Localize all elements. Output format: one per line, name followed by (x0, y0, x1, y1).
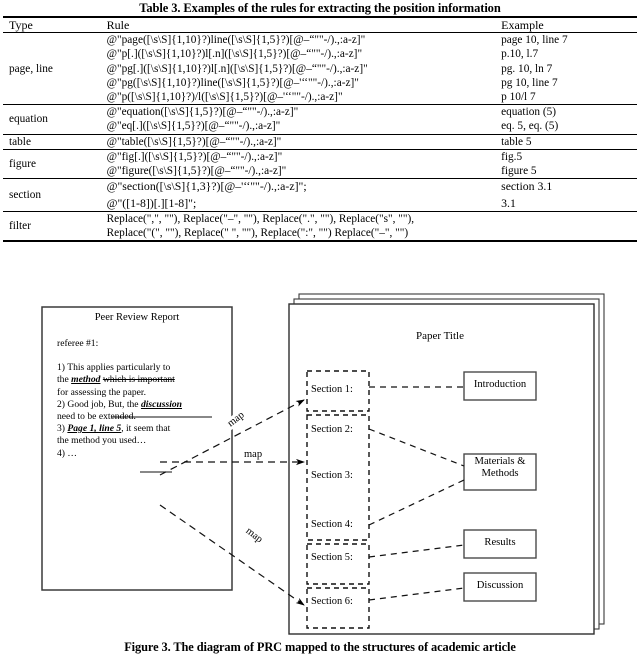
column-header-example: Example (501, 18, 544, 32)
table-row (3, 33, 637, 105)
section-label-2: Section 2: (311, 424, 353, 435)
rule-line: Replace(",", ""), Replace("–", ""), Replace(".", ""), Replace("s", ""), (106, 212, 415, 225)
example-line: p.10, l.7 (501, 48, 539, 61)
row-type-label: figure (9, 157, 36, 170)
row-examples (498, 33, 637, 105)
section-label-4: Section 4: (311, 519, 353, 530)
rule-line: @"pg[.]([\s\S]{1,10}?)l[.n]([\s\S]{1,5}?)[@–“""-/).,:a-z]" (106, 62, 368, 75)
map-label: map (225, 409, 247, 430)
row-type-label: table (9, 135, 31, 148)
table-row (3, 211, 637, 241)
map-label: map (243, 525, 265, 546)
diagram-figure (0, 290, 640, 665)
review-line: for assessing the paper. (57, 386, 146, 398)
table-row (3, 149, 637, 178)
table-row (3, 179, 637, 211)
row-examples (498, 105, 637, 134)
row-rules (104, 33, 498, 105)
row-examples (498, 149, 637, 178)
section-label-5: Section 5: (311, 552, 353, 563)
method-keyword: method (71, 374, 101, 386)
rule-line: @"([1-8])[.][1-8]"; (106, 196, 197, 211)
example-line: eq. 5, eq. (5) (501, 120, 559, 133)
row-rules (104, 149, 498, 178)
section-label-6: Section 6: (311, 596, 353, 607)
rule-line: @"section([\s\S]{1,3}?)[@–'‘‘""-/).,:a-z]"; (106, 179, 307, 194)
column-header-rule: Rule (106, 18, 130, 32)
rule-line: @"pg([\s\S]{1,10}?)line([\s\S]{1,5}?)[@–'‘‘""-/).,:a-z]" (106, 76, 359, 89)
figure-caption: Figure 3. The diagram of PRC mapped to the structures of academic article (124, 640, 516, 654)
rule-line: @"eq[.]([\s\S]{1,5}?)[@–“""-/).,:a-z]" (106, 120, 281, 133)
map-label: map (244, 449, 263, 460)
example-line: figure 5 (501, 165, 537, 178)
review-line-method: the method which is important (57, 374, 175, 386)
row-rules (104, 211, 637, 241)
review-line: referee #1: (57, 338, 99, 349)
paper-title: Paper Title (416, 330, 464, 342)
review-line-position: 3) Page 1, line 5, it seem that (57, 423, 171, 435)
table-row (3, 134, 637, 149)
section-label-3: Section 3: (311, 470, 353, 481)
example-line: p 10/l 7 (501, 91, 536, 104)
structure-label-discussion: Discussion (476, 580, 524, 591)
section-label-1: Section 1: (311, 384, 353, 395)
structure-label-introduction: Introduction (473, 379, 527, 390)
example-line: pg 10, line 7 (501, 76, 558, 89)
example-line: pg. 10, ln 7 (501, 62, 553, 75)
table-caption: Table 3. Examples of the rules for extracting the position information (139, 1, 501, 15)
example-line: page 10, line 7 (501, 34, 568, 47)
review-line: 4) … (57, 447, 77, 459)
table-header-row (3, 17, 637, 33)
column-header-type: Type (9, 18, 33, 32)
row-type-label: page, line (9, 62, 53, 75)
review-line-discussion: 2) Good job, But, the discussion (57, 398, 183, 410)
table-row (3, 105, 637, 134)
structure-label-line: Materials & (474, 456, 526, 467)
row-type-label: equation (9, 113, 48, 126)
row-examples (498, 134, 637, 149)
rule-line: @"equation([\s\S]{1,5}?)[@–“""-/).,:a-z]" (106, 106, 299, 119)
rule-line: @"table([\s\S]{1,5}?)[@–“""-/).,:a-z]" (106, 135, 282, 148)
example-line: equation (5) (501, 106, 557, 119)
position-keyword: Page 1, line 5 (67, 423, 122, 435)
structure-label-methods (464, 456, 536, 481)
row-type-label: filter (9, 219, 31, 232)
rule-line: Replace("(", ""), Replace(" ", ""), Replace(":", "") Replace("–", "") (106, 226, 409, 239)
structure-label-line: Methods (481, 468, 519, 480)
rules-table (3, 16, 637, 242)
rule-line: @"p([\s\S]{1,10}?)/l([\s\S]{1,5}?)[@–'‘‘""-/).,:a-z]" (106, 91, 343, 104)
review-line: the method you used… (57, 435, 147, 447)
review-report-title: Peer Review Report (94, 312, 180, 323)
example-line: section 3.1 (501, 179, 553, 194)
row-type-label: section (9, 188, 41, 201)
rule-line: @"page([\s\S]{1,10}?)line([\s\S]{1,5}?)[@–“""-/).,:a-z]" (106, 34, 366, 47)
example-line: 3.1 (501, 196, 516, 211)
example-line: fig.5 (501, 150, 523, 163)
rule-line: @"figure([\s\S]{1,5}?)[@–“""-/).,:a-z]" (106, 165, 287, 178)
review-line: 1) This applies particularly to (57, 362, 171, 374)
rule-line: @"p[.]([\s\S]{1,10}?)l[.n]([\s\S]{1,5}?)[@–“""-/).,:a-z]" (106, 48, 363, 61)
structure-label-results: Results (484, 537, 516, 548)
row-rules (104, 134, 498, 149)
discussion-keyword: discussion (140, 398, 183, 410)
review-report-body (57, 338, 225, 460)
row-rules (104, 179, 498, 211)
row-rules (104, 105, 498, 134)
row-examples (498, 179, 637, 211)
rule-line: @"fig[.]([\s\S]{1,5}?)[@–“""-/).,:a-z]" (106, 150, 283, 163)
review-line: need to be extended. (57, 411, 136, 423)
example-line: table 5 (501, 135, 532, 148)
